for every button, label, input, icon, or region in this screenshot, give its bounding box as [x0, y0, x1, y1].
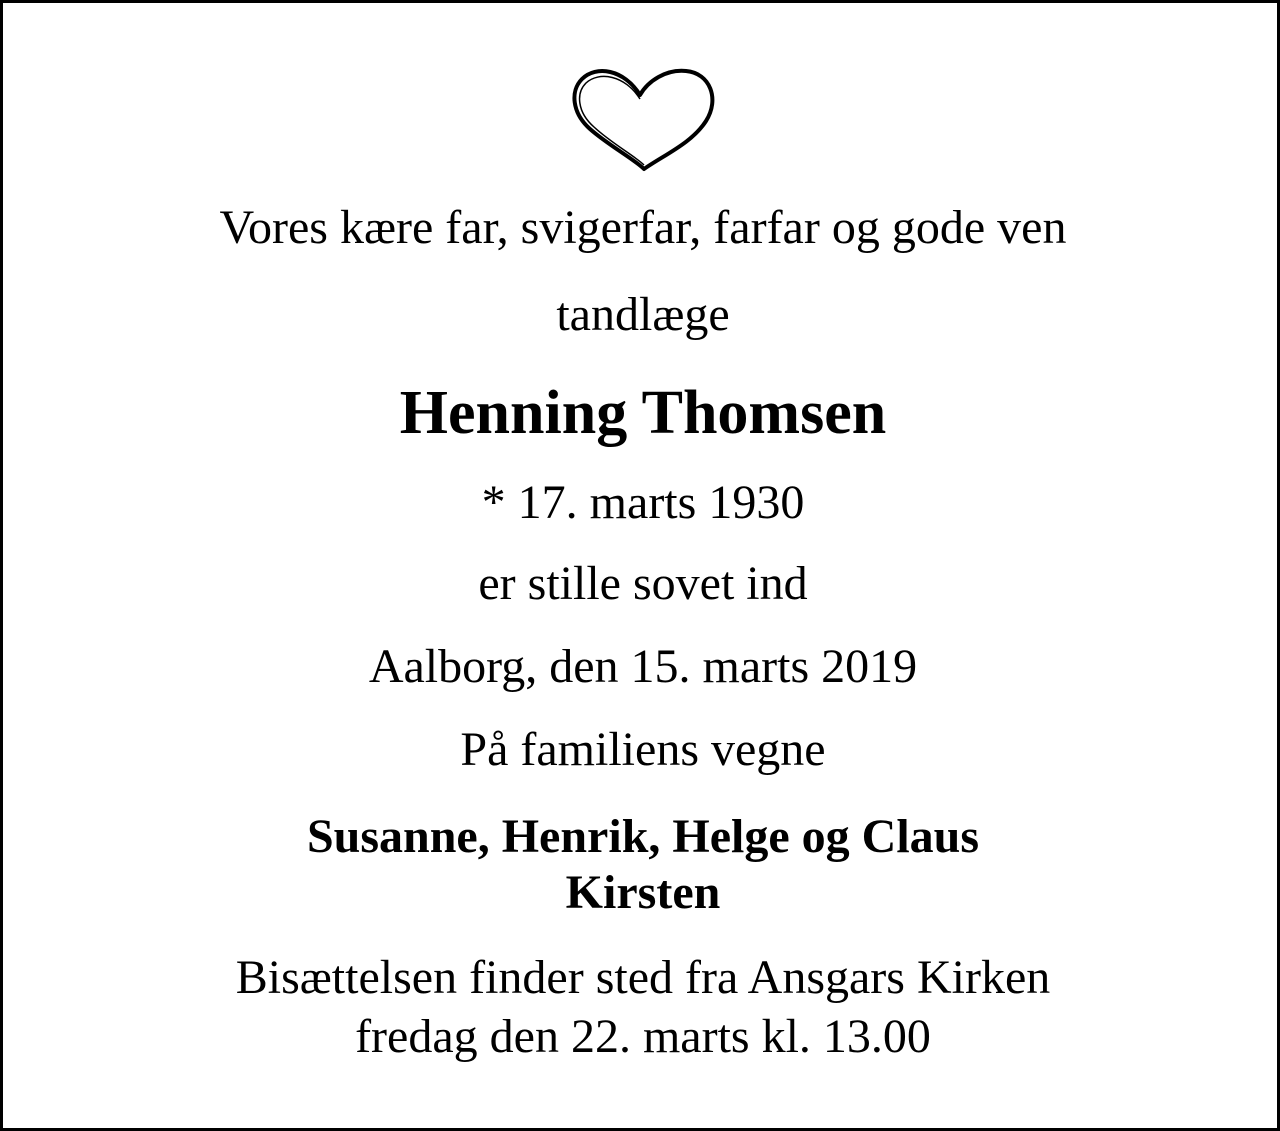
family-names-line-1: Susanne, Henrik, Helge og Claus: [306, 810, 980, 863]
heart-icon: [568, 65, 720, 175]
deceased-name: Henning Thomsen: [399, 379, 887, 447]
funeral-info-line-1: Bisættelsen finder sted fra Ansgars Kirken: [235, 951, 1051, 1004]
on-behalf-text: På familiens vegne: [460, 723, 826, 776]
birth-date: * 17. marts 1930: [481, 476, 805, 529]
family-names-line-2: Kirsten: [565, 866, 721, 919]
passed-text: er stille sovet ind: [478, 557, 808, 610]
funeral-info-line-2: fredag den 22. marts kl. 13.00: [355, 1010, 931, 1063]
place-date: Aalborg, den 15. marts 2019: [368, 640, 918, 693]
profession-text: tandlæge: [556, 288, 730, 341]
intro-text: Vores kære far, svigerfar, farfar og gode ven: [219, 201, 1067, 254]
